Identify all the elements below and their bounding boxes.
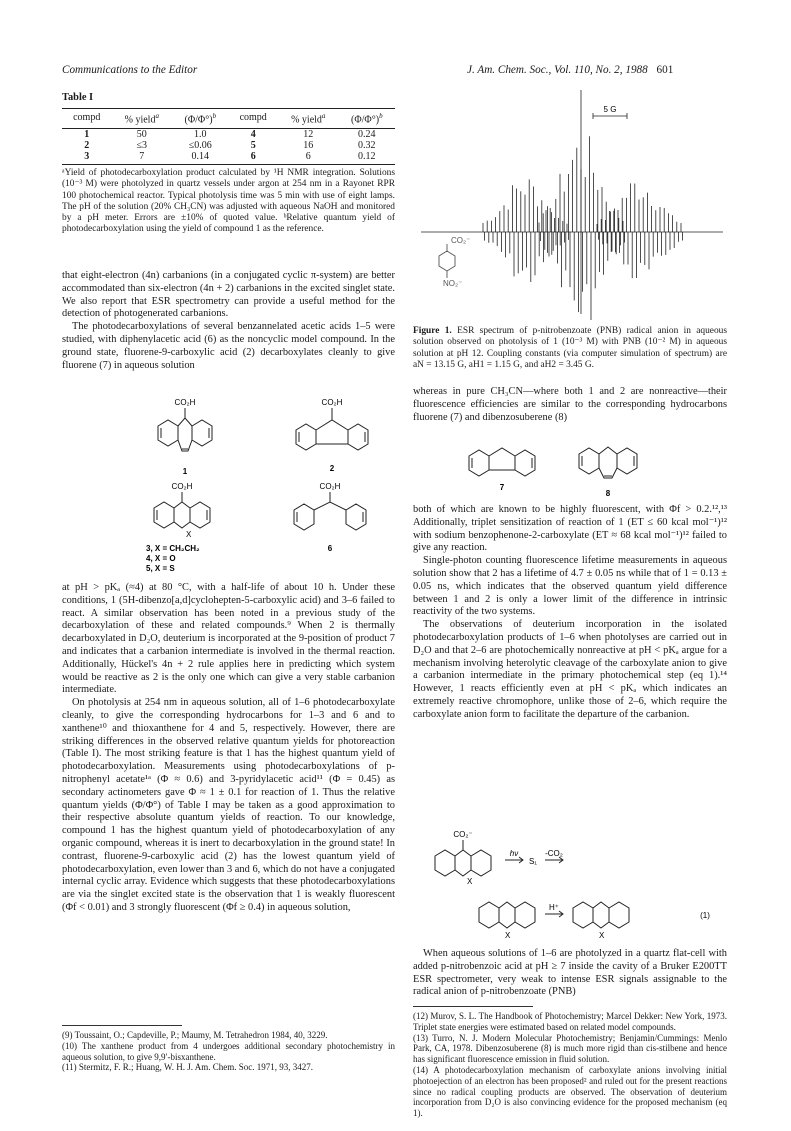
- figure-caption: [413, 326, 727, 371]
- paragraph: On photolysis at 254 nm in aqueous solution, all of 1–6 photodecarboxylate cleanly, to give the corresponding hydrocarbons for 1–3 and 6 and to xanthene¹⁰ and thioxanthene for 4 and 5, respectively. However, there are striking differences in the observed relative quantum yields for photoreaction (Table I). The most striking feature is that 1 has the highest quantum yield of photodecarboxylation. Measurements using photodecarboxylations of p-nitrophenyl acetate¹ᵃ (Φ ≈ 0.6) and 3-pyridylacetic acid¹¹ (Φ = 0.45) as secondary actinometers gave Φ ≈ 1 ± 0.1 for reaction of 1. Thus the relative quantum yields (Φ/Φ°) of Table I may be taken as a good approximation to their respective absolute quantum yields of reaction. To our knowledge, compound 1 has the highest quantum yield of photodecarboxylation of any organic compound, whereas it is inert to decarboxylation in the ground state! In contrast, fluorene-9-carboxylic acid (2) has the lowest quantum yield of photodecarboxylation, even lower than 3 and 6, which do not have a conjugated internal cyclic array. Evidence which suggests that these photodecarboxylations are via the singlet excited state is the observation that 1 is weakly fluorescent (Φf < 0.01) and 3 strongly fluorescent (Φf ≥ 0.4) in aqueous solution,: [62, 697, 395, 913]
- pnb-nitro-label: NO₂⁻: [443, 279, 463, 288]
- pnb-carboxylate-label: CO₂⁻: [451, 236, 471, 245]
- body-text-left-bottom: [62, 582, 395, 915]
- table-header-cell: compd: [228, 108, 277, 128]
- table-cell: 0.12: [339, 151, 395, 165]
- table-header-cell: % yield$^a$: [111, 108, 172, 128]
- footnote: (9) Toussaint, O.; Capdeville, P.; Maumy, M. Tetrahedron 1984, 40, 3229.: [62, 1030, 328, 1040]
- table-cell: ≤3: [136, 139, 148, 151]
- table-cell: 3: [62, 151, 111, 165]
- table-cell: 5: [250, 139, 256, 151]
- eq-x-label: X: [467, 877, 473, 886]
- compound-def-3: 3, X = CH₂CH₂: [146, 544, 200, 553]
- table-cell: 1.0: [194, 128, 207, 140]
- table-header-cell: $(\Phi/\Phi^\circ)^b$: [339, 108, 395, 128]
- table-cell: 50: [136, 128, 147, 140]
- table-header-cell: $(\Phi/\Phi^\circ)^b$: [172, 108, 228, 128]
- co2h-label: CO₂H: [319, 482, 341, 491]
- esr-spectrum-plot: [413, 88, 727, 320]
- figure-esr-spectrum: [413, 88, 727, 320]
- footnotes-right: [413, 1006, 727, 1119]
- compound-label-6: 6: [327, 544, 333, 553]
- table-cell: 2: [84, 139, 90, 151]
- table-block: [62, 92, 395, 236]
- eq-hv-label: hν: [509, 849, 519, 858]
- footnotes-left: [62, 1025, 395, 1073]
- co2h-label: CO₂H: [174, 398, 196, 407]
- journal-citation: J. Am. Chem. Soc., Vol. 110, No. 2, 1988: [467, 64, 648, 76]
- running-header-right: [467, 64, 673, 76]
- table-title: Table I: [62, 92, 94, 103]
- table-cell: 6: [228, 151, 277, 165]
- running-header-left: Communications to the Editor: [62, 64, 198, 76]
- footnote-rule: [413, 1006, 533, 1007]
- paragraph: both of which are known to be highly fluorescent, with Φf > 0.2.¹²,¹³ Additionally, triplet sensitization of reaction of 1 (ET ≤ 60 kcal mol⁻¹)¹² with sodium benzophenone-2-carboxylate (ET ≈ 68 kcal mol⁻¹)¹² failed to give any reaction.: [413, 504, 727, 554]
- table-cell: 0.24: [358, 128, 376, 140]
- body-text-right-bottom: [413, 948, 727, 999]
- table-cell: 6: [278, 151, 339, 165]
- structures-7-8: [413, 430, 727, 500]
- eq-s1-label: S₁: [528, 857, 538, 866]
- table-row: [62, 140, 395, 151]
- esr-signal-lines: [483, 90, 683, 320]
- structures-3-6: [62, 480, 395, 576]
- page-number: 601: [656, 64, 674, 76]
- figure-caption-text: ESR spectrum of p-nitrobenzoate (PNB) radical anion in aqueous solution observed on photolysis of 1 (10⁻³ M) with PNB (10⁻² M) in aqueous solution at pH 12. Coupling constants (via computer simulation of spectrum) are aN = 13.15 G, aH1 = 1.15 G, and aH2 = 3.45 G.: [413, 326, 727, 370]
- compound-label-1: 1: [182, 467, 188, 476]
- table-cell: 0.14: [172, 151, 228, 165]
- compound-label-2: 2: [329, 464, 335, 473]
- paragraph: Single-photon counting fluorescence lifetime measurements in aqueous solution show that 2 has a lifetime of 4.7 ± 0.05 ns while that of 1 = 0.13 ± 0.05 ns, which indicates that the observed quantum yield difference between 1 and 2 is only a lower limit of the difference in intrinsic reactivity of the two systems.: [413, 555, 727, 618]
- paragraph: The photodecarboxylations of several benzannelated acetic acids 1–5 were studied, with diphenylacetic acid (6) as the noncyclic model compound. In the ground state, fluorene-9-carboxylic acid (2) decarboxylates cleanly to give fluorene (7) in aqueous solution: [62, 321, 395, 371]
- eq-x-label: X: [599, 931, 605, 940]
- footnote: (10) The xanthene product from 4 undergoes additional secondary photochemistry in aqueous solution, to give 9,9′-bisxanthene.: [62, 1040, 395, 1062]
- figure-label: Figure 1.: [413, 326, 452, 336]
- footnote-rule: [62, 1025, 182, 1026]
- table-row: [62, 128, 395, 140]
- body-text-left-top: [62, 270, 395, 372]
- table-header-cell: % yield$^a$: [278, 108, 339, 128]
- footnote: (11) Stermitz, F. R.; Huang, W. H. J. Am. Chem. Soc. 1971, 93, 3427.: [62, 1062, 313, 1073]
- table-header-row: [62, 108, 395, 128]
- table-row: [62, 151, 395, 165]
- table-cell: 16: [303, 139, 314, 151]
- table-header-cell: compd: [62, 108, 111, 128]
- compound-def-5: 5, X = S: [146, 564, 175, 573]
- body-text-right-mid: [413, 504, 727, 722]
- footnote: (14) A photodecarboxylation mechanism of carboxylate anions involving initial photoejection of an electron has been proposed² and ruled out for the present reactions since no radical coupling products are observed. The observation of deuterium incorporation from D₂O is also convincing evidence for the proposed mechanism (eq 1).: [413, 1064, 727, 1119]
- table-cell: 7: [111, 151, 172, 165]
- table-footnote: ᵃYield of photodecarboxylation product calculated by ¹H NMR integration. Solutions (10⁻³ M) were photolyzed in quartz vessels under argon at 254 nm in a Rayonet RPR 100 photochemical reactor. Typical photolysis time was 5 min with use of eight lamps. The pH of the solution (20% CH₃CN) was adjusted with aqueous NaOH and monitored by a pH meter. Errors are ±10% of quoted value. ᵇRelative quantum yield of photodecarboxylation using the yield of compound 1 as the reference.: [62, 167, 395, 235]
- equation-1: [413, 828, 727, 944]
- eq-hplus-label: H⁺: [549, 903, 559, 912]
- footnote: (13) Turro, N. J. Modern Molecular Photochemistry; Benjamin/Cummings: Menlo Park, CA, 1978. Dibenzosuberene (8) is much more rigid than cis-stilbene and hence has significant fluorescence emission in fluid solution.: [413, 1032, 727, 1065]
- compound-label-7: 7: [499, 483, 505, 492]
- paragraph: When aqueous solutions of 1–6 are photolyzed in a quartz flat-cell with added p-nitrobenzoic acid at pH ≥ 7 inside the cavity of a Bruker E200TT ESR spectrometer, very weak to intense ESR signals assignable to the radical anion of p-nitrobenzoate (PNB): [413, 948, 727, 998]
- eq-x-label: X: [505, 931, 511, 940]
- paragraph: The observations of deuterium incorporation in the isolated photodecarboxylation products of 1–6 when photolyses are carried out in D₂O and that 2–6 are photochemically nonreactive at pH < pKₐ argue for a mechanism involving heterolytic cleavage of the carboxylate anion to give a carbanion intermediate in the primary photochemical step (eq 1).¹⁴ However, 1 reacts efficiently even at pH < pKₐ which indicates an extremely reactive chromophore, unlike those of 2–6, which require the carboxylate anion form to facilitate the departure of the carbanion.: [413, 619, 727, 720]
- paragraph: at pH > pKₐ (≈4) at 80 °C, with a half-life of about 10 h. Under these conditions, 1 (5H-dibenzo[a,d]cyclohepten-5-carboxylic acid) and 3–6 failed to react. A similar observation has been noted in a previous study of the decarboxylation of these and related compounds.⁹ When 2 is thermally decarboxylated in D₂O, deuterium is incorporated at the 9-position of product 7 and indicates that a carbanion intermediate is involved in the thermal reaction. Additionally, Hückel's 4n + 2 rule applies here in predicting which system would be reactive as 2 is the only one which can give a very stable carbanion intermediate.: [62, 582, 395, 696]
- eq-carboxylate-label: CO₂⁻: [453, 830, 473, 839]
- table-cell: 0.32: [358, 139, 376, 151]
- scale-bar-label: 5 G: [603, 105, 617, 114]
- table-cell: 4: [250, 128, 256, 140]
- co2h-label: CO₂H: [321, 398, 343, 407]
- compound-def-4: 4, X = O: [146, 554, 176, 563]
- footnote: (12) Murov, S. L. The Handbook of Photochemistry; Marcel Dekker: New York, 1973. Triplet state energies were estimated based on related model compounds.: [413, 1011, 727, 1032]
- data-table: [62, 108, 395, 165]
- table-cell: ≤0.06: [188, 139, 212, 151]
- co2h-label: CO₂H: [171, 482, 193, 491]
- pnb-structure: [439, 244, 455, 278]
- equation-number: (1): [700, 911, 710, 920]
- compound-label-8: 8: [605, 489, 611, 498]
- body-text-right-top: [413, 386, 727, 424]
- table-cell: 12: [303, 128, 314, 140]
- x-substituent-label: X: [186, 530, 192, 539]
- table-cell: 1: [84, 128, 90, 140]
- eq-minus-co2-label: -CO₂: [545, 849, 563, 858]
- paragraph: whereas in pure CH₃CN—where both 1 and 2 are nonreactive—their fluorescence efficiencies are similar to the corresponding hydrocarbons fluorene (7) and dibenzosuberene (8): [413, 386, 727, 423]
- paragraph: that eight-electron (4n) carbanions (in a conjugated cyclic π-system) are better accommodated than six-electron (4n + 2) carbanions in the excited singlet state. We also report that ESR spectrometry can provide a useful method for the detection of photogenerated carbanions.: [62, 270, 395, 320]
- structures-1-2: [62, 396, 395, 482]
